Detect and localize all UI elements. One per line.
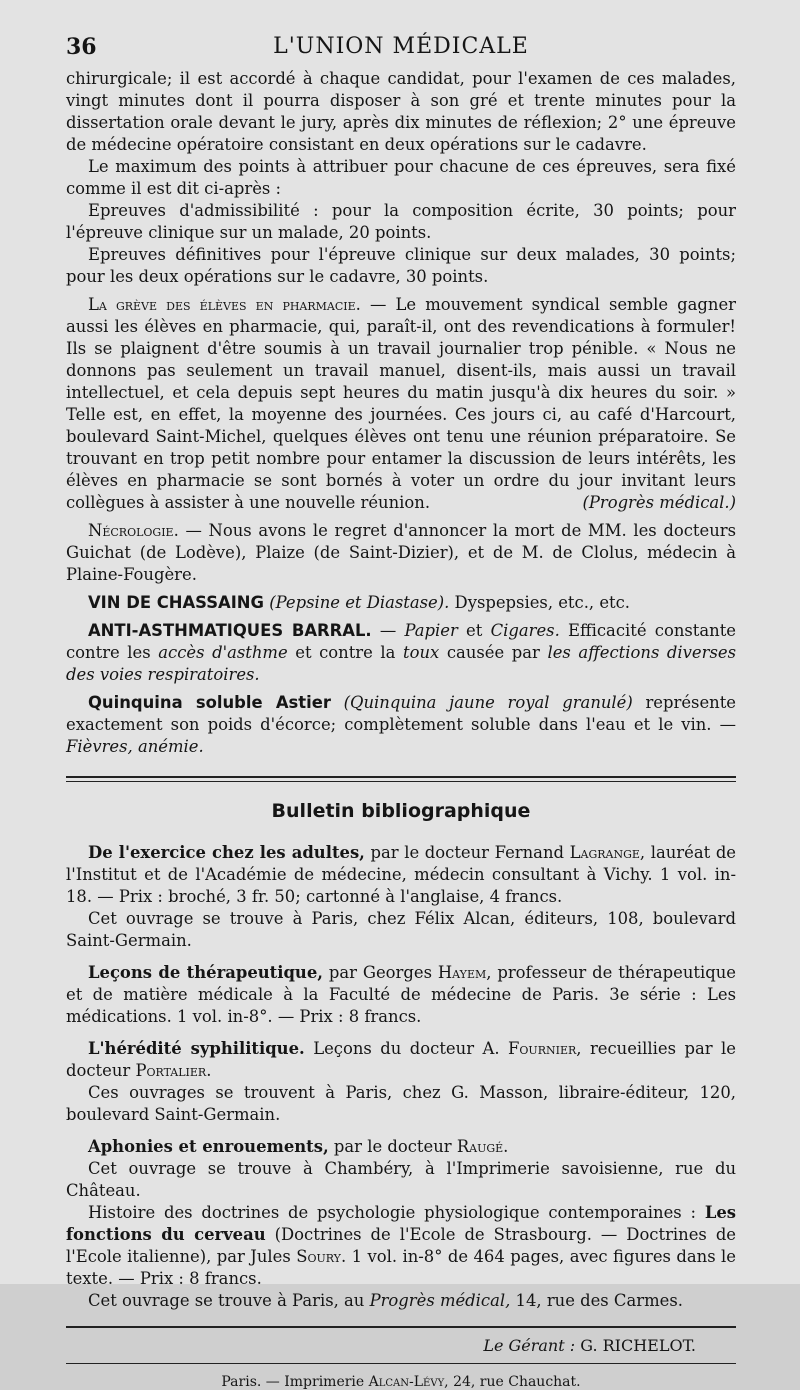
footer-rule — [66, 1326, 736, 1328]
ad-vin-chassaing — [66, 592, 736, 614]
ad-quin-fievres: Fièvres, anémie. — [66, 737, 204, 756]
biblio-text: par le docteur — [328, 1137, 457, 1156]
biblio-text: recueillies par le docteur — [66, 1039, 736, 1080]
manager-line — [66, 1336, 736, 1355]
biblio-text: Histoire des doctrines de psychologie physiologique contemporaines : — [88, 1203, 705, 1222]
ad-anti-et: et — [457, 621, 491, 640]
biblio-title: Aphonies et enrouements, — [88, 1137, 329, 1156]
biblio-author: Hayem, — [437, 963, 492, 982]
ad-anti-asthme: accès d'asthme — [158, 643, 288, 662]
paragraph-concours: chirurgicale; il est accordé à chaque candidat, pour l'examen de ces malades, vingt minutes dont il pourra disposer à son gré et trente minutes pour la dissertation orale devant le jury, après dix minutes de réflexion; 2° une épreuve de médecine opératoire consistant en deux opérations sur le cadavre. — [66, 69, 736, 154]
necrologie-heading: Nécrologie. — [88, 521, 179, 540]
ad-quin-title: Quinquina soluble Astier — [88, 693, 331, 712]
ad-anti-text2: et contre la — [287, 643, 404, 662]
page-number: 36 — [66, 34, 97, 60]
biblio-author: Raugé. — [456, 1137, 509, 1156]
biblio-text: Cet ouvrage se trouve à Paris, au — [88, 1291, 370, 1310]
ad-anti-title: ANTI-ASTHMATIQUES BARRAL. — [88, 621, 372, 640]
biblio-publisher-masson: Ces ouvrages se trouvent à Paris, chez G. Masson, libraire-éditeur, 120, boulevard Saint-Germain. — [66, 1083, 736, 1124]
ad-anti-text3: causée par — [439, 643, 548, 662]
biblio-text: par le docteur Fernand — [364, 843, 570, 862]
ad-anti-papier: Papier — [404, 621, 458, 640]
section-divider — [66, 776, 736, 782]
ad-anti-asthmatiques — [66, 620, 736, 686]
biblio-text: Leçons du docteur A. — [304, 1039, 509, 1058]
news-necrologie — [66, 520, 736, 586]
ad-anti-cigares: Cigares. — [490, 621, 560, 640]
biblio-entry-exercice — [66, 842, 736, 908]
printer-text: Paris. — Imprimerie — [221, 1374, 369, 1390]
biblio-italic: Progrès médical, — [369, 1291, 511, 1310]
manager-name: G. RICHELOT. — [575, 1336, 696, 1355]
biblio-title: De l'exercice chez les adultes, — [88, 843, 365, 862]
manager-label: Le Gérant : — [483, 1336, 576, 1355]
bulletin-title: Bulletin bibliographique — [271, 800, 531, 822]
news-greve-pharmacie — [66, 294, 736, 514]
biblio-publisher-savoisienne: Cet ouvrage se trouve à Chambéry, à l'Imprimerie savoisienne, rue du Château. — [66, 1159, 736, 1200]
ad-quin-rest: représente exactement son poids d'écorce; complètement soluble dans l'eau et le vin. — — [66, 693, 736, 734]
biblio-details: 1 vol. in-8° de 464 pages, avec figures dans le texte. — Prix : 8 francs. — [66, 1247, 737, 1288]
news-body: — Le mouvement syndical semble gagner aussi les élèves en pharmacie, qui, paraît-il, ont des revendications à formuler! Ils se plaignent d'être soumis à un travail journalier trop pénible. « Nous ne donnons pas seulement un travail manuel, disent-ils, mais aussi un travail intellectuel, et cela depuis sept heures du matin jusqu'à dix heures du soir. » Telle est, en effet, la moyenne des journées. Ces jours ci, au café d'Harcourt, boulevard Saint-Michel, quelques élèves ont tenu une réunion préparatoire. Se trouvant en trop petit nombre pour entamer la discussion de leurs intérêts, les élèves en pharmacie se sont bornés à voter un ordre du jour invitant leurs collègues à assister à une nouvelle réunion. — [66, 295, 737, 512]
biblio-author: Portalier. — [135, 1061, 212, 1080]
page-header — [66, 28, 736, 68]
biblio-publisher-progres — [66, 1290, 736, 1312]
paragraph-definitives: Epreuves définitives pour l'épreuve clinique sur deux malades, 30 points; pour les deux opérations sur le cadavre, 30 points. — [66, 245, 736, 286]
biblio-entry-aphonies — [66, 1136, 736, 1158]
manager-rule — [66, 1363, 736, 1364]
paragraph-admissibilite: Epreuves d'admissibilité : pour la composition écrite, 30 points; pour l'épreuve clinique sur un malade, 20 points. — [66, 201, 736, 242]
biblio-entry-cerveau — [66, 1202, 736, 1290]
running-title: L'UNION MÉDICALE — [273, 34, 529, 59]
biblio-author: Lagrange, — [569, 843, 646, 862]
biblio-author: Fournier, — [508, 1039, 582, 1058]
printer-name: Alcan-Lévy, — [368, 1374, 449, 1390]
biblio-entry-therapeutique — [66, 962, 736, 1028]
printer-address: 24, rue Chauchat. — [448, 1374, 581, 1390]
biblio-entry-heredite — [66, 1038, 736, 1082]
ad-vin-rest: Dyspepsies, etc., etc. — [449, 593, 631, 612]
ad-quinquina-astier — [66, 692, 736, 758]
news-source: (Progrès médical.) — [582, 493, 736, 512]
biblio-details: professeur de thérapeutique et de matière médicale à la Faculté de médecine de Paris. 3e série : Les médications. 1 vol. in-8°. — Prix : 8 francs. — [66, 963, 736, 1026]
ad-vin-italic: (Pepsine et Diastase). — [269, 593, 450, 612]
biblio-title: L'hérédité syphilitique. — [88, 1039, 305, 1058]
ad-vin-title: VIN DE CHASSAING — [88, 593, 264, 612]
biblio-details: lauréat de l'Institut et de l'Académie de médecine, médecin consultant à Vichy. 1 vol. in-18. — Prix : broché, 3 fr. 50; cartonné à l'anglaise, 4 francs. — [66, 843, 737, 906]
ad-anti-text1: Efficacité constante contre les — [66, 621, 736, 662]
ad-quin-italic: (Quinquina jaune royal granulé) — [343, 693, 633, 712]
ad-anti-dash: — — [371, 621, 405, 640]
ad-anti-affections: les affections diverses des voies respiratoires. — [66, 643, 736, 684]
biblio-text: 14, rue des Carmes. — [510, 1291, 683, 1310]
biblio-author: Soury. — [296, 1247, 347, 1266]
news-heading: La grève des élèves en pharmacie. — [88, 295, 361, 314]
biblio-publisher-alcan: Cet ouvrage se trouve à Paris, chez Félix Alcan, éditeurs, 108, boulevard Saint-Germain. — [66, 909, 736, 950]
biblio-text: par Georges — [322, 963, 438, 982]
ad-anti-toux: toux — [403, 643, 440, 662]
biblio-title: Leçons de thérapeutique, — [88, 963, 323, 982]
biblio-title: Les fonctions du cerveau — [66, 1203, 736, 1244]
paragraph-points: Le maximum des points à attribuer pour chacune de ces épreuves, sera fixé comme il est dit ci-après : — [66, 157, 736, 198]
printer-line — [66, 1374, 736, 1390]
necrologie-body: — Nous avons le regret d'annoncer la mort de MM. les docteurs Guichat (de Lodève), Plaize (de Saint-Dizier), et de M. de Clolus, médecin à Plaine-Fougère. — [66, 521, 736, 584]
biblio-text: (Doctrines de l'Ecole de Strasbourg. — Doctrines de l'Ecole italienne), par Jules — [66, 1225, 737, 1266]
